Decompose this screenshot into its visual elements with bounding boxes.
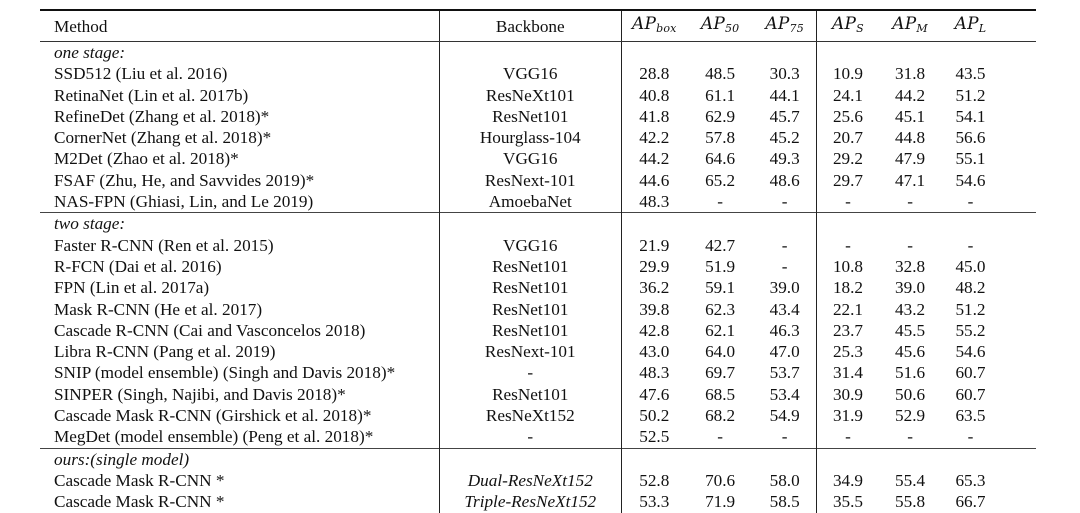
- metric-cell: 50.2: [622, 405, 687, 426]
- table-row: [40, 320, 1036, 341]
- metric-cell: 64.6: [705, 149, 736, 169]
- metric-cell: 53.3: [622, 491, 687, 512]
- metric-cell: 47.0: [769, 342, 800, 362]
- metric-cell: 23.7: [816, 320, 879, 341]
- metric-cell: 64.0: [705, 342, 736, 362]
- metric-cell: -: [717, 427, 723, 447]
- method-cell: Cascade Mask R-CNN (Girshick et al. 2018)*: [54, 406, 372, 426]
- method-cell: NAS-FPN (Ghiasi, Lin, and Le 2019): [54, 192, 314, 212]
- metric-cell: 42.2: [622, 127, 687, 148]
- metric-cell: 71.9: [705, 492, 736, 512]
- metric-cell: 30.9: [816, 384, 879, 405]
- header-method: Method: [40, 10, 439, 42]
- table-row: [40, 127, 1036, 148]
- metric-cell: 42.8: [622, 320, 687, 341]
- metric-cell: 48.2: [955, 278, 986, 298]
- metric-cell: 29.2: [816, 148, 879, 169]
- metric-cell: 65.3: [955, 470, 986, 490]
- backbone-cell: VGG16: [439, 235, 621, 256]
- method-cell: RetinaNet (Lin et al. 2017b): [54, 85, 249, 105]
- metric-cell: 54.6: [955, 170, 986, 190]
- table-row: [40, 384, 1036, 405]
- backbone-cell: ResNet101: [439, 320, 621, 341]
- method-cell: FPN (Lin et al. 2017a): [54, 278, 210, 298]
- table-row: [40, 63, 1036, 84]
- metric-cell: 56.6: [955, 128, 986, 148]
- metric-cell: 51.2: [955, 299, 986, 319]
- metric-cell: 43.2: [895, 299, 926, 319]
- metric-cell: 48.6: [769, 170, 800, 190]
- metric-cell: 59.1: [705, 278, 736, 298]
- header-ap-s: $AP_S$: [816, 10, 879, 42]
- metric-cell: 28.8: [622, 63, 687, 84]
- table-body: [40, 42, 1036, 513]
- metric-cell: 51.6: [895, 363, 926, 383]
- method-cell: Cascade R-CNN (Cai and Vasconcelos 2018): [54, 320, 366, 340]
- metric-cell: 25.3: [816, 341, 879, 362]
- metric-cell: 62.1: [705, 320, 736, 340]
- table-row: [40, 256, 1036, 277]
- method-cell: SINPER (Singh, Najibi, and Davis 2018)*: [54, 384, 346, 404]
- header-ap-box: $AP_{box}$: [622, 10, 687, 42]
- metric-cell: 43.0: [622, 341, 687, 362]
- metric-cell: 55.8: [895, 492, 926, 512]
- metric-cell: 31.4: [816, 362, 879, 383]
- metric-cell: 44.8: [895, 128, 926, 148]
- backbone-cell: ResNet101: [439, 384, 621, 405]
- backbone-cell: ResNet101: [439, 299, 621, 320]
- table-row: [40, 491, 1036, 512]
- metric-cell: 69.7: [705, 363, 736, 383]
- metric-cell: 66.7: [955, 492, 986, 512]
- metric-cell: 43.5: [955, 64, 986, 84]
- section-header-row: [40, 448, 1036, 470]
- metric-cell: 55.2: [955, 320, 986, 340]
- backbone-cell: AmoebaNet: [439, 191, 621, 213]
- metric-cell: 51.9: [705, 256, 736, 276]
- method-cell: MegDet (model ensemble) (Peng et al. 2018)*: [54, 427, 374, 447]
- metric-cell: -: [967, 235, 974, 255]
- table-row: [40, 470, 1036, 491]
- metric-cell: 55.4: [895, 470, 926, 490]
- method-cell: Cascade Mask R-CNN *: [54, 492, 225, 512]
- metric-cell: 60.7: [955, 384, 986, 404]
- metric-cell: 55.1: [955, 149, 986, 169]
- metric-cell: 70.6: [705, 470, 736, 490]
- table-row: [40, 341, 1036, 362]
- table-row: [40, 299, 1036, 320]
- metric-cell: 62.3: [705, 299, 736, 319]
- metric-cell: 39.0: [895, 278, 926, 298]
- header-ap-50: $AP_{50}$: [687, 10, 754, 42]
- header-backbone: Backbone: [439, 10, 621, 42]
- metric-cell: 34.9: [816, 470, 879, 491]
- metric-cell: 62.9: [705, 106, 736, 126]
- backbone-cell: Hourglass-104: [439, 127, 621, 148]
- section-label: two stage:: [40, 213, 439, 235]
- metric-cell: 45.1: [895, 106, 926, 126]
- results-table: [40, 9, 1036, 513]
- metric-cell: 45.5: [895, 320, 926, 340]
- metric-cell: 52.9: [895, 406, 926, 426]
- header-row: [40, 10, 1036, 42]
- backbone-cell: ResNeXt101: [439, 85, 621, 106]
- backbone-cell: ResNext-101: [439, 341, 621, 362]
- metric-cell: -: [781, 235, 788, 255]
- method-cell: FSAF (Zhu, He, and Savvides 2019)*: [54, 170, 315, 190]
- metric-cell: 22.1: [816, 299, 879, 320]
- backbone-cell: VGG16: [439, 148, 621, 169]
- backbone-cell: ResNet101: [439, 277, 621, 298]
- method-cell: Mask R-CNN (He et al. 2017): [54, 299, 263, 319]
- table-row: [40, 106, 1036, 127]
- table-row: [40, 426, 1036, 448]
- metric-cell: 20.7: [816, 127, 879, 148]
- metric-cell: -: [781, 192, 788, 212]
- metric-cell: 10.9: [816, 63, 879, 84]
- metric-cell: 47.6: [622, 384, 687, 405]
- table-row: [40, 235, 1036, 256]
- metric-cell: 39.0: [769, 278, 800, 298]
- metric-cell: 44.1: [769, 85, 800, 105]
- metric-cell: 32.8: [895, 256, 926, 276]
- method-cell: Libra R-CNN (Pang et al. 2019): [54, 342, 276, 362]
- metric-cell: 44.6: [622, 170, 687, 191]
- metric-cell: 54.9: [769, 406, 800, 426]
- metric-cell: 60.7: [955, 363, 986, 383]
- metric-cell: 29.7: [816, 170, 879, 191]
- metric-cell: 45.6: [895, 342, 926, 362]
- backbone-cell: -: [439, 362, 621, 383]
- backbone-cell: ResNeXt152: [439, 405, 621, 426]
- metric-cell: -: [781, 427, 788, 447]
- metric-cell: 48.5: [705, 64, 736, 84]
- metric-cell: 61.1: [705, 85, 736, 105]
- backbone-cell: Dual-ResNeXt152: [439, 470, 621, 491]
- metric-cell: -: [907, 235, 913, 255]
- metric-cell: 50.6: [895, 384, 926, 404]
- metric-cell: 29.9: [622, 256, 687, 277]
- header-ap-75: $AP_{75}$: [754, 10, 816, 42]
- metric-cell: 24.1: [816, 85, 879, 106]
- table-row: [40, 85, 1036, 106]
- metric-cell: 35.5: [816, 491, 879, 512]
- method-cell: SNIP (model ensemble) (Singh and Davis 2018)*: [54, 363, 396, 383]
- table-row: [40, 148, 1036, 169]
- metric-cell: 53.4: [769, 384, 800, 404]
- metric-cell: 36.2: [622, 277, 687, 298]
- table-row: [40, 170, 1036, 191]
- metric-cell: 48.3: [622, 362, 687, 383]
- backbone-cell: ResNet101: [439, 256, 621, 277]
- table-row: [40, 277, 1036, 298]
- metric-cell: 63.5: [955, 406, 986, 426]
- method-cell: R-FCN (Dai et al. 2016): [54, 256, 222, 276]
- metric-cell: -: [781, 256, 788, 276]
- header-ap-l: $AP_L$: [941, 10, 1000, 42]
- metric-cell: 25.6: [816, 106, 879, 127]
- metric-cell: 44.2: [622, 148, 687, 169]
- metric-cell: 43.4: [769, 299, 800, 319]
- metric-cell: 52.8: [622, 470, 687, 491]
- metric-cell: 68.5: [705, 384, 736, 404]
- metric-cell: 52.5: [622, 426, 687, 448]
- method-cell: CornerNet (Zhang et al. 2018)*: [54, 128, 272, 148]
- metric-cell: 41.8: [622, 106, 687, 127]
- metric-cell: 68.2: [705, 406, 736, 426]
- metric-cell: -: [967, 192, 974, 212]
- method-cell: Cascade Mask R-CNN *: [54, 470, 225, 490]
- metric-cell: 45.2: [769, 128, 800, 148]
- metric-cell: 21.9: [622, 235, 687, 256]
- metric-cell: 46.3: [769, 320, 800, 340]
- metric-cell: 53.7: [769, 363, 800, 383]
- method-cell: RefineDet (Zhang et al. 2018)*: [54, 106, 270, 126]
- method-cell: SSD512 (Liu et al. 2016): [54, 64, 228, 84]
- metric-cell: 45.0: [955, 256, 986, 276]
- metric-cell: 39.8: [622, 299, 687, 320]
- metric-cell: 40.8: [622, 85, 687, 106]
- method-cell: M2Det (Zhao et al. 2018)*: [54, 149, 239, 169]
- metric-cell: 44.2: [895, 85, 926, 105]
- metric-cell: 47.1: [895, 170, 926, 190]
- metric-cell: 54.6: [955, 342, 986, 362]
- method-cell: Faster R-CNN (Ren et al. 2015): [54, 235, 274, 255]
- metric-cell: 54.1: [955, 106, 986, 126]
- metric-cell: 31.9: [816, 405, 879, 426]
- backbone-cell: -: [439, 426, 621, 448]
- section-header-row: [40, 42, 1036, 64]
- metric-cell: 47.9: [895, 149, 926, 169]
- metric-cell: -: [907, 192, 913, 212]
- metric-cell: 58.5: [769, 492, 800, 512]
- table-row: [40, 362, 1036, 383]
- metric-cell: -: [907, 427, 913, 447]
- metric-cell: 48.3: [622, 191, 687, 213]
- metric-cell: 51.2: [955, 85, 986, 105]
- table-row: [40, 191, 1036, 213]
- backbone-cell: ResNet101: [439, 106, 621, 127]
- backbone-cell: VGG16: [439, 63, 621, 84]
- section-header-row: [40, 213, 1036, 235]
- header-ap-m: $AP_M$: [879, 10, 941, 42]
- metric-cell: 42.7: [705, 235, 736, 255]
- metric-cell: -: [816, 426, 879, 448]
- section-label: one stage:: [54, 43, 126, 62]
- metric-cell: 65.2: [705, 170, 736, 190]
- metric-cell: 45.7: [769, 106, 800, 126]
- backbone-cell: ResNext-101: [439, 170, 621, 191]
- table-row: [40, 405, 1036, 426]
- metric-cell: 10.8: [816, 256, 879, 277]
- metric-cell: 18.2: [816, 277, 879, 298]
- metric-cell: 57.8: [705, 128, 736, 148]
- backbone-cell: Triple-ResNeXt152: [439, 491, 621, 512]
- metric-cell: 58.0: [769, 470, 800, 490]
- metric-cell: -: [816, 235, 879, 256]
- metric-cell: -: [816, 191, 879, 213]
- metric-cell: -: [967, 427, 974, 447]
- metric-cell: 49.3: [769, 149, 800, 169]
- metric-cell: 30.3: [769, 64, 800, 84]
- section-label: ours:(single model): [40, 448, 439, 470]
- metric-cell: -: [717, 192, 723, 212]
- metric-cell: 31.8: [895, 64, 926, 84]
